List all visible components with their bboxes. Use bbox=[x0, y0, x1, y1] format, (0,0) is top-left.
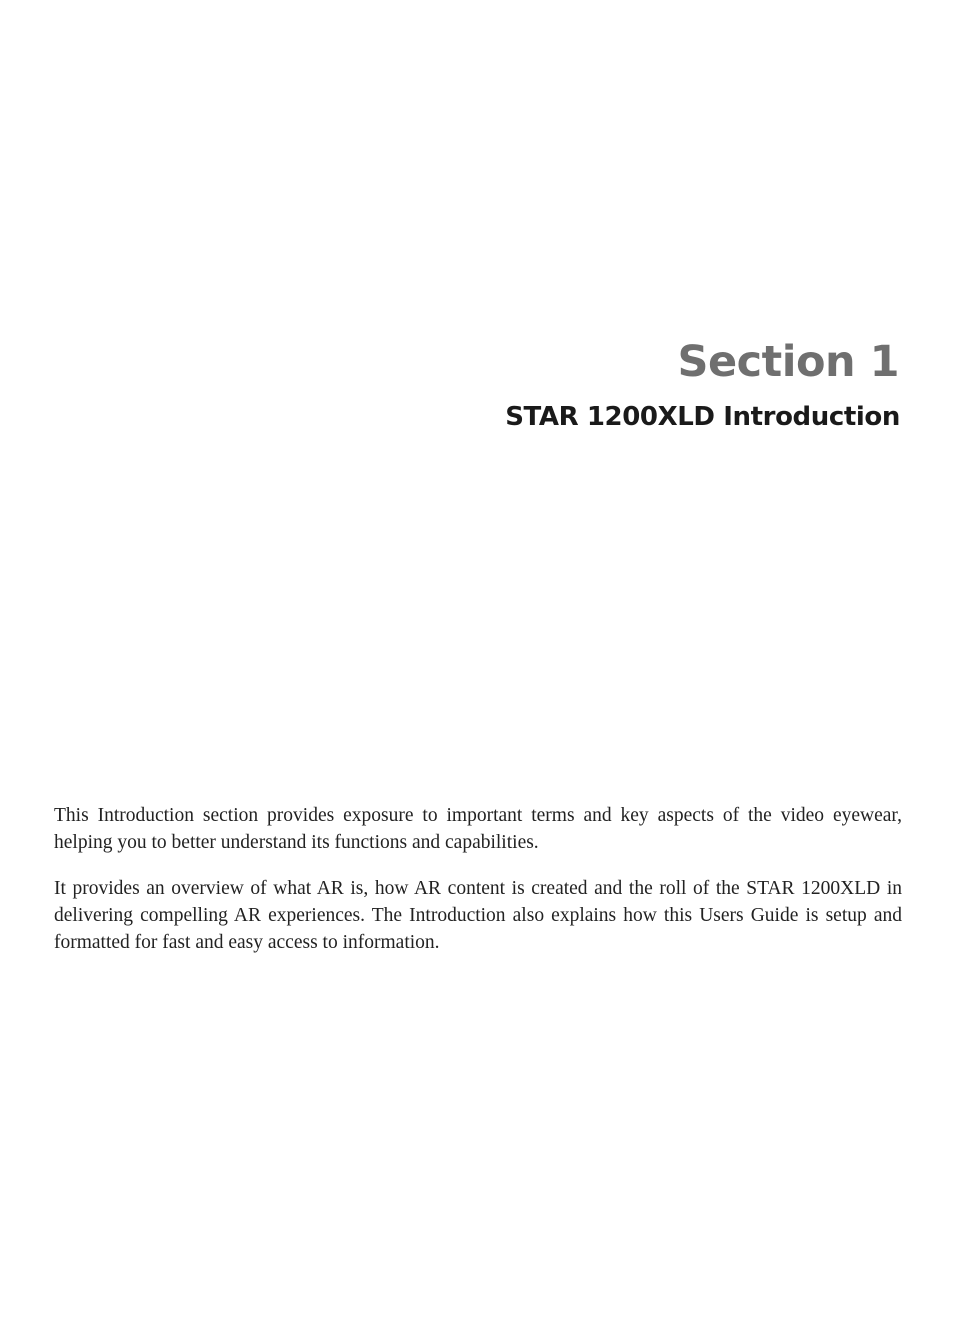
paragraph: This Introduction section provides exposure to important terms and key aspects of the video eyewear, helping you to better understand its functions and capabilities. bbox=[54, 805, 902, 853]
body-text bbox=[54, 802, 902, 975]
paragraph: It provides an overview of what AR is, how AR content is created and the roll of the STAR 1200XLD in delivering compelling AR experiences. The Introduction also explains how this Users Guide is setup and formatted for fast and easy access to information. bbox=[54, 878, 902, 953]
section-title: STAR 1200XLD Introduction bbox=[505, 402, 900, 432]
section-number: Section 1 bbox=[677, 337, 899, 387]
